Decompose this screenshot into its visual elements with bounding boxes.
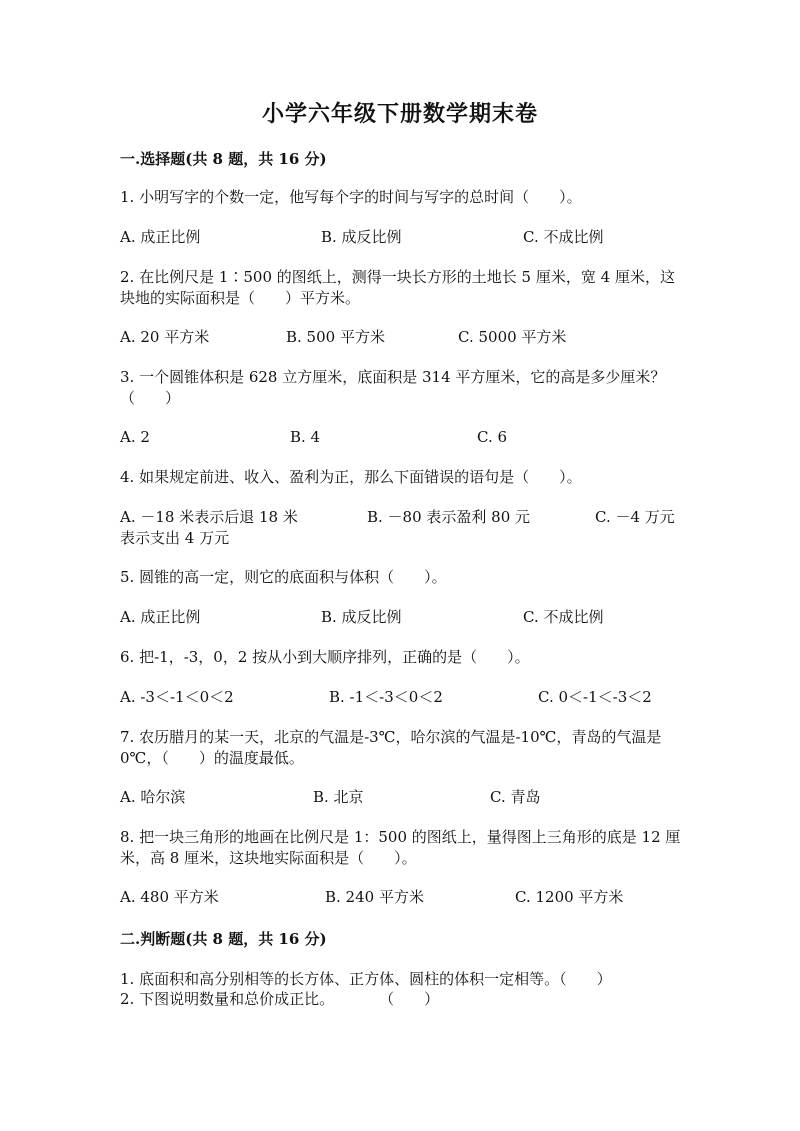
question-5: 5. 圆锥的高一定，则它的底面积与体积（ ）。 bbox=[120, 568, 447, 586]
question-7-options bbox=[120, 787, 686, 829]
question-5-options bbox=[120, 607, 686, 649]
option-b: B. 成反比例 bbox=[321, 608, 402, 626]
option-a: A. 哈尔滨 bbox=[120, 788, 186, 806]
option-b: B. 成反比例 bbox=[321, 228, 402, 246]
option-b: B. 4 bbox=[290, 428, 321, 446]
section-heading-judgment: 二.判断题(共 8 题，共 16 分) bbox=[120, 930, 327, 948]
option-b: B. －80 表示盈利 80 元 bbox=[367, 508, 531, 526]
question-1-options bbox=[120, 227, 686, 269]
question-6-options bbox=[120, 687, 686, 729]
option-a: A. -3＜-1＜0＜2 bbox=[120, 688, 234, 706]
option-c-continued: 表示支出 4 万元 bbox=[120, 529, 230, 547]
question-4-options bbox=[120, 507, 686, 549]
question-4: 4. 如果规定前进、收入、盈利为正，那么下面错误的语句是（ ）。 bbox=[120, 468, 582, 486]
section-heading-choice: 一.选择题(共 8 题，共 16 分) bbox=[120, 150, 327, 168]
option-b: B. -1＜-3＜0＜2 bbox=[329, 688, 443, 706]
option-b: B. 240 平方米 bbox=[325, 888, 424, 906]
question-2: 2. 在比例尺是 1∶500 的图纸上，测得一块长方形的土地长 5 厘米，宽 4 厘米，这块地的实际面积是（ ）平方米。 bbox=[120, 268, 675, 307]
option-a: A. 480 平方米 bbox=[120, 888, 219, 906]
option-b: B. 500 平方米 bbox=[286, 328, 385, 346]
question-8: 8. 把一块三角形的地画在比例尺是 1：500 的图纸上，量得图上三角形的底是 12 厘米，高 8 厘米，这块地实际面积是（ ）。 bbox=[120, 828, 681, 867]
option-c: C. 不成比例 bbox=[523, 228, 604, 246]
judgment-1: 1. 底面积和高分别相等的长方体、正方体、圆柱的体积一定相等。（ ） bbox=[120, 970, 612, 988]
judgment-2: 2. 下图说明数量和总价成正比。 （ ） bbox=[120, 990, 440, 1008]
option-a: A. 成正比例 bbox=[120, 608, 201, 626]
question-2-options bbox=[120, 327, 686, 369]
question-1: 1. 小明写字的个数一定，他写每个字的时间与写字的总时间（ ）。 bbox=[120, 188, 582, 206]
question-6: 6. 把-1，-3，0，2 按从小到大顺序排列，正确的是（ ）。 bbox=[120, 648, 530, 666]
option-c: C. 不成比例 bbox=[523, 608, 604, 626]
option-c: C. 青岛 bbox=[490, 788, 541, 806]
page-title: 小学六年级下册数学期末卷 bbox=[261, 101, 538, 127]
option-a: A. 20 平方米 bbox=[120, 328, 210, 346]
option-a: A. 成正比例 bbox=[120, 228, 201, 246]
question-7: 7. 农历腊月的某一天，北京的气温是-3℃，哈尔滨的气温是-10℃，青岛的气温是 0℃，（ ）的温度最低。 bbox=[120, 728, 662, 767]
question-8-options bbox=[120, 887, 686, 929]
question-3: 3. 一个圆锥体积是 628 立方厘米，底面积是 314 平方厘米，它的高是多少厘米？（ ） bbox=[120, 368, 666, 407]
option-a: A. －18 米表示后退 18 米 bbox=[120, 508, 298, 526]
option-c: C. 1200 平方米 bbox=[515, 888, 624, 906]
question-3-options bbox=[120, 427, 686, 469]
option-c: C. －4 万元 bbox=[595, 508, 675, 526]
option-a: A. 2 bbox=[120, 428, 150, 446]
option-c: C. 5000 平方米 bbox=[458, 328, 567, 346]
option-c: C. 0＜-1＜-3＜2 bbox=[538, 688, 652, 706]
option-b: B. 北京 bbox=[313, 788, 364, 806]
option-c: C. 6 bbox=[477, 428, 508, 446]
